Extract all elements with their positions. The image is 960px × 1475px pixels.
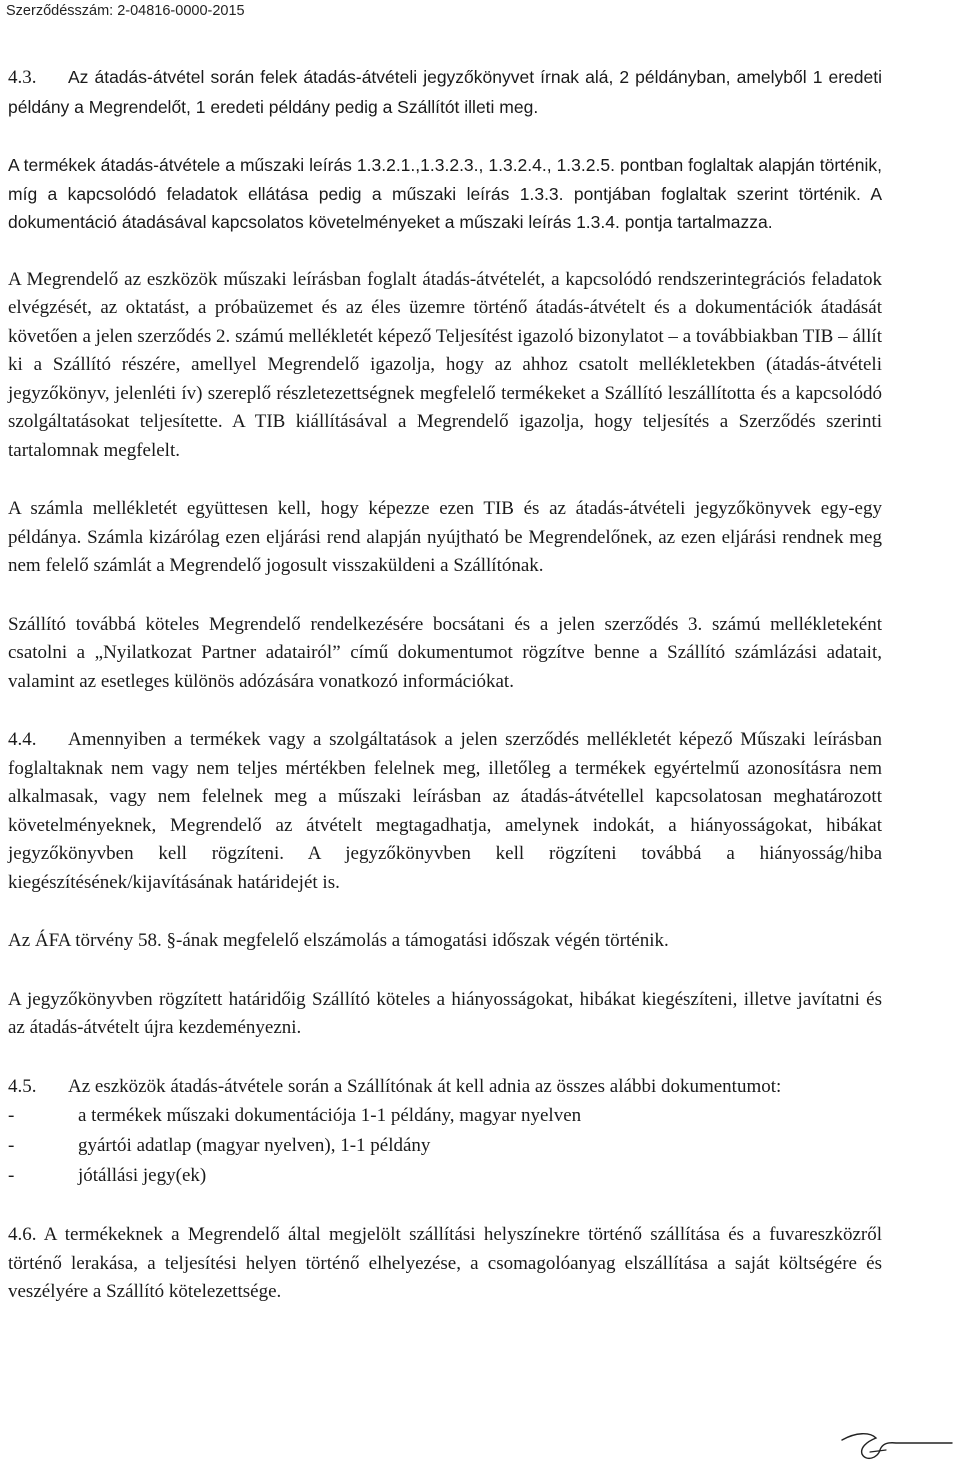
section-text: Amennyiben a termékek vagy a szolgáltatások a jelen szerződés mellékletét képező Műszaki leírásban foglaltaknak nem vagy nem teljes mértékben felelnek meg, illetőleg a termékek egyértelmű azonosításra nem alkalmasak, vagy nem felelnek meg a műszaki leírásban az átadás-átvétellel kapcsolatosan meghatározott követelményeknek, Megrendelő az átvételt megtagadhatja, amelynek indokát, a hiányosságokat, hibákat jegyzőkönyvben kell rögzíteni. A jegyzőkönyvben kell rögzíteni továbbá a hiányosság/hiba kiegészítésének/kijavításának határidejét is. (8, 729, 882, 893)
paragraph-invoice: A számla mellékletét együttesen kell, hogy képezze ezen TIB és az átadás-átvételi jegyzőkönyvek egy-egy példánya. Számla kizárólag ezen eljárási rend alapján nyújtható be Megrendelőnek, az ezen eljárási rendnek meg nem felelő számlát a Megrendelő jogosult visszaküldeni a Szállítónak. (8, 498, 882, 576)
section-number: 4.6. (8, 1224, 37, 1245)
document-list (8, 1101, 882, 1191)
paragraph-afa: Az ÁFA törvény 58. §-ának megfelelő elszámolás a támogatási időszak végén történik. (8, 930, 669, 951)
list-item (8, 1131, 882, 1161)
section-text: Az átadás-átvétel során felek átadás-átvételi jegyzőkönyvet írnak alá, 2 példányban, amelyből 1 eredeti példány a Megrendelőt, 1 eredeti példány pedig a Szállítót illeti meg. (8, 67, 882, 117)
list-item (8, 1101, 882, 1131)
dash-marker: - (8, 1165, 15, 1186)
paragraph-partner-statement: Szállító továbbá köteles Megrendelő rendelkezésére bocsátani és a jelen szerződés 3. számú mellékleteként csatolni a „Nyilatkozat Partner adatairól” című dokumentumot rögzítve benne a Szállító számlázási adatait, valamint az esetleges különös adózására vonatkozó információkat. (8, 613, 882, 692)
section-number: 4.5. (8, 1075, 37, 1097)
paragraph-tib: A Megrendelő az eszközök műszaki leírásban foglalt átadás-átvételét, a kapcsolódó rendszerintegrációs feladatok elvégzését, az oktatást, a próbaüzemet és az éles üzemre történő átadás-átvételt és a dokumentációk átadását követően a jelen szerződés 2. számú mellékletét képező Teljesítést igazoló bizonylatot – a továbbiakban TIB – állít ki a Szállító részére, amellyel Megrendelő igazolja, hogy az ahhoz csatolt mellékletekben (átadás-átvételi jegyzőkönyv, jelenléti ív) szereplő részletezettségnek megfelelő termékeket a Szállító leszállította és a kapcsolódó szolgáltatásokat teljesítette. A TIB kiállításával a Megrendelő igazolja, hogy teljesítés a Szerződés szerinti tartalomnak megfelelt. (8, 268, 882, 461)
section-text: Az eszközök átadás-átvétele során a Szállítónak át kell adnia az összes alábbi dokumentumot: (68, 1075, 782, 1097)
signature-icon (836, 1428, 954, 1468)
dash-marker: - (8, 1105, 15, 1126)
section-text: A termékeknek a Megrendelő által megjelölt szállítási helyszínekre történő szállítása és a fuvareszközről történő lerakása, a teljesítési helyen történő elhelyezése, a csomagolóanyag elszállítása a saját költségére és veszélyére a Szállító kötelezettsége. (8, 1224, 882, 1302)
paragraph-technical-description: A termékek átadás-átvétele a műszaki leírás 1.3.2.1.,1.3.2.3., 1.3.2.4., 1.3.2.5. pontban foglaltak alapján történik, míg a kapcsolódó feladatok ellátása pedig a műszaki leírás 1.3.3. pontjában foglaltak szerint történik. A dokumentáció átadásával kapcsolatos követelményeket a műszaki leírás 1.3.4. pontja tartalmazza. (8, 155, 882, 232)
list-item-text: jótállási jegy(ek) (78, 1165, 207, 1186)
section-4-5-intro (8, 1073, 882, 1102)
list-item (8, 1161, 882, 1191)
document-body (8, 63, 882, 1307)
section-4-3-intro (8, 63, 882, 122)
list-item-text: a termékek műszaki dokumentációja 1-1 példány, magyar nyelven (78, 1105, 582, 1126)
list-item-text: gyártói adatlap (magyar nyelven), 1-1 példány (78, 1135, 431, 1156)
section-number: 4.4. (8, 729, 37, 750)
contract-number-header: Szerződésszám: 2-04816-0000-2015 (6, 3, 245, 19)
section-number: 4.3. (8, 67, 37, 88)
dash-marker: - (8, 1135, 15, 1156)
section-4-4-intro (8, 726, 882, 897)
section-4-6 (8, 1221, 882, 1307)
paragraph-deadline: A jegyzőkönyvben rögzített határidőig Szállító köteles a hiányosságokat, hibákat kiegészíteni, illetve javítatni és az átadás-átvételt újra kezdeményezni. (8, 988, 882, 1038)
